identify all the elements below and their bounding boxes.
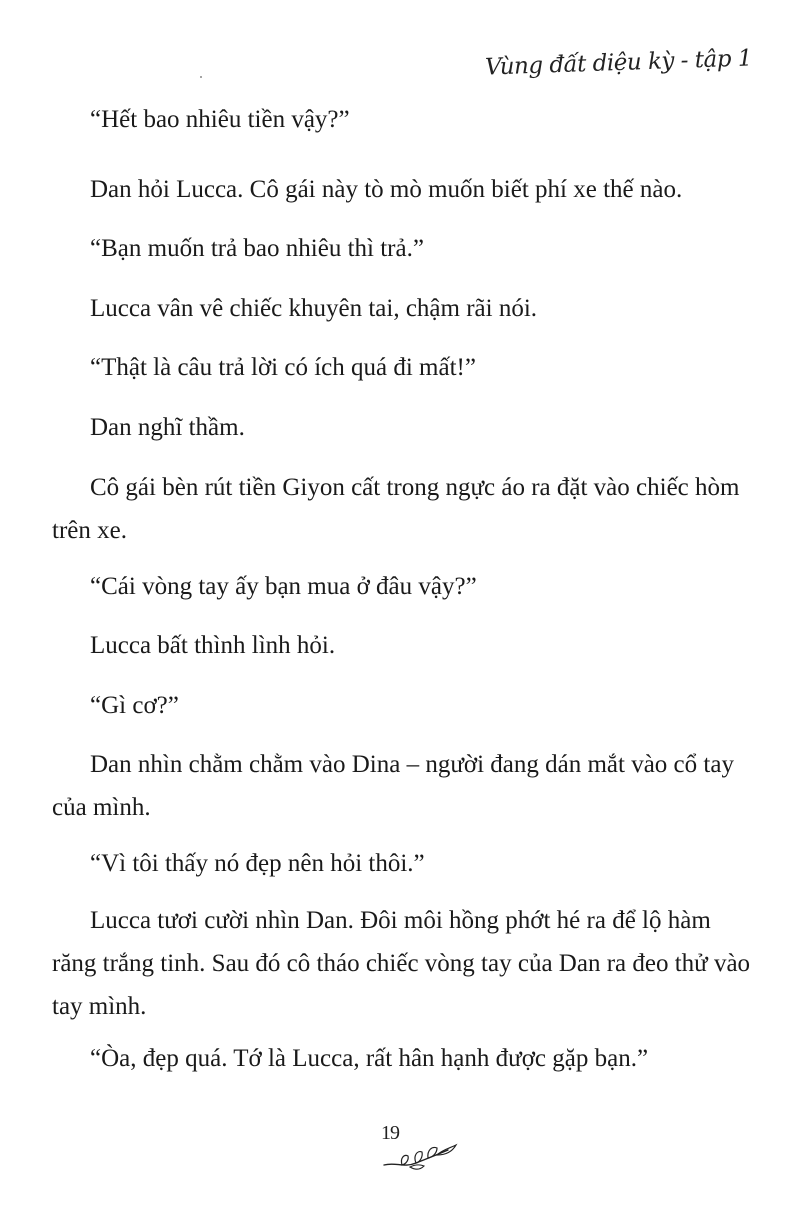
paragraph-13: Lucca tươi cười nhìn Dan. Đôi môi hồng phớt hé ra để lộ hàm răng trắng tinh. Sau đó cô tháo chiếc vòng tay của Dan ra đeo thử vào tay mình. <box>52 907 751 1020</box>
paragraph-4: Lucca vân vê chiếc khuyên tai, chậm rãi nói. <box>90 295 538 322</box>
page-number: 19 <box>381 1122 399 1144</box>
paragraph-1: “Hết bao nhiêu tiền vậy?” <box>90 106 350 133</box>
paragraph-2: Dan hỏi Lucca. Cô gái này tò mò muốn biết phí xe thế nào. <box>90 176 683 203</box>
paragraph-10: “Gì cơ?” <box>90 692 179 719</box>
paragraph-8: “Cái vòng tay ấy bạn mua ở đâu vậy?” <box>90 573 477 600</box>
print-speck <box>200 76 202 78</box>
paragraph-5: “Thật là câu trả lời có ích quá đi mất!” <box>90 354 476 381</box>
paragraph-14: “Òa, đẹp quá. Tớ là Lucca, rất hân hạnh được gặp bạn.” <box>90 1045 649 1072</box>
paragraph-9: Lucca bất thình lình hỏi. <box>90 632 336 659</box>
paragraph-6: Dan nghĩ thầm. <box>90 414 245 441</box>
leaf-vine-ornament-icon <box>382 1134 462 1174</box>
paragraph-3: “Bạn muốn trả bao nhiêu thì trả.” <box>90 235 424 262</box>
paragraph-7: Cô gái bèn rút tiền Giyon cất trong ngực áo ra đặt vào chiếc hòm trên xe. <box>52 474 740 544</box>
running-header: Vùng đất diệu kỳ - tập 1 <box>484 45 753 81</box>
paragraph-11: Dan nhìn chằm chằm vào Dina – người đang dán mắt vào cổ tay của mình. <box>52 751 734 821</box>
paragraph-12: “Vì tôi thấy nó đẹp nên hỏi thôi.” <box>90 850 425 877</box>
